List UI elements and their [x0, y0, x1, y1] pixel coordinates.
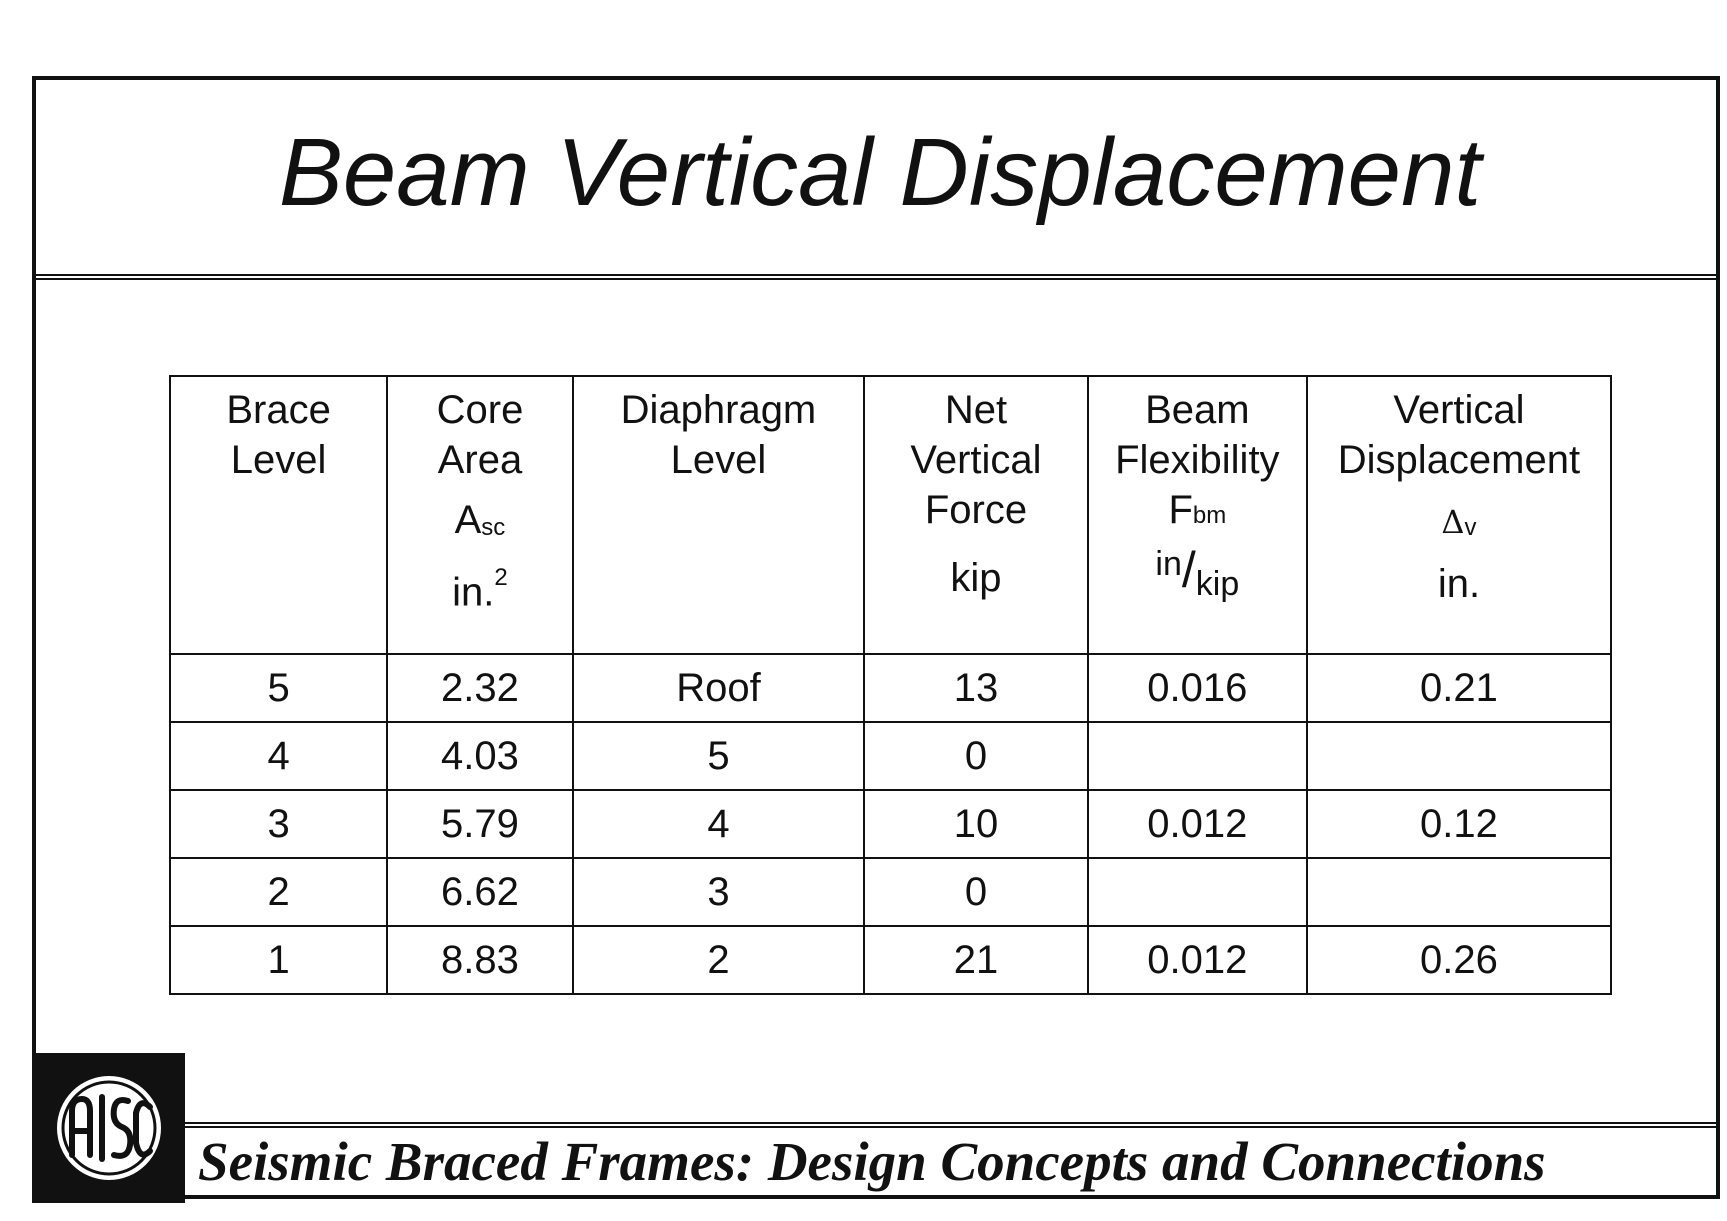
table-row	[170, 790, 1611, 858]
unit-slash: /	[1181, 542, 1196, 598]
header-vertical-displacement	[1307, 376, 1611, 654]
unit-numerator: in	[1155, 545, 1182, 583]
symbol-subscript: v	[1464, 514, 1477, 541]
header-symbol	[1308, 495, 1610, 551]
cell-net-vertical-force: 0	[864, 722, 1088, 790]
header-symbol	[1089, 485, 1306, 541]
table-row	[170, 722, 1611, 790]
symbol-main: A	[454, 498, 482, 542]
cell-diaphragm-level: 4	[573, 790, 865, 858]
aisc-logo	[32, 1053, 185, 1203]
header-text: Level	[670, 438, 767, 482]
cell-beam-flexibility: 0.012	[1088, 790, 1307, 858]
header-text: Diaphragm	[620, 388, 817, 432]
beam-displacement-table	[169, 375, 1612, 995]
cell-brace-level: 2	[170, 858, 387, 926]
unit-denominator: kip	[1195, 565, 1240, 603]
unit-superscript: 2	[494, 564, 508, 591]
header-text: Vertical	[910, 438, 1042, 482]
cell-brace-level: 4	[170, 722, 387, 790]
cell-net-vertical-force: 13	[864, 654, 1088, 722]
header-core-area	[387, 376, 572, 654]
cell-core-area: 8.83	[387, 926, 572, 994]
header-text: Displacement	[1337, 438, 1581, 482]
cell-vertical-displacement	[1307, 722, 1611, 790]
cell-vertical-displacement: 0.21	[1307, 654, 1611, 722]
cell-core-area: 4.03	[387, 722, 572, 790]
header-text: Area	[437, 438, 523, 482]
cell-beam-flexibility	[1088, 722, 1307, 790]
cell-brace-level: 3	[170, 790, 387, 858]
slide-title: Beam Vertical Displacement	[278, 119, 1482, 226]
header-text: Force	[924, 488, 1028, 532]
symbol-main: F	[1168, 488, 1193, 532]
cell-diaphragm-level: 5	[573, 722, 865, 790]
header-unit: in.	[1437, 562, 1481, 606]
header-brace-level	[170, 376, 387, 654]
title-divider	[34, 274, 1718, 280]
header-unit	[1089, 542, 1306, 603]
cell-diaphragm-level: Roof	[573, 654, 865, 722]
table-row	[170, 858, 1611, 926]
cell-net-vertical-force: 10	[864, 790, 1088, 858]
header-diaphragm-level	[573, 376, 865, 654]
cell-beam-flexibility: 0.012	[1088, 926, 1307, 994]
table-row	[170, 654, 1611, 722]
header-text: Core	[436, 388, 524, 432]
footer-divider	[183, 1122, 1718, 1128]
cell-beam-flexibility: 0.016	[1088, 654, 1307, 722]
header-beam-flexibility	[1088, 376, 1307, 654]
cell-brace-level: 1	[170, 926, 387, 994]
cell-net-vertical-force: 21	[864, 926, 1088, 994]
cell-vertical-displacement: 0.12	[1307, 790, 1611, 858]
aisc-logo-icon	[54, 1073, 164, 1183]
cell-vertical-displacement: 0.26	[1307, 926, 1611, 994]
header-unit	[388, 559, 571, 617]
cell-brace-level: 5	[170, 654, 387, 722]
header-text: Level	[230, 438, 327, 482]
header-text: Vertical	[1393, 388, 1525, 432]
unit-main: in.	[452, 570, 495, 615]
cell-core-area: 5.79	[387, 790, 572, 858]
symbol-main: Δ	[1441, 503, 1465, 541]
cell-diaphragm-level: 2	[573, 926, 865, 994]
header-text: Net	[944, 388, 1008, 432]
cell-beam-flexibility	[1088, 858, 1307, 926]
table-row	[170, 926, 1611, 994]
header-net-vertical-force	[864, 376, 1088, 654]
cell-core-area: 2.32	[387, 654, 572, 722]
cell-diaphragm-level: 3	[573, 858, 865, 926]
header-unit: kip	[950, 556, 1002, 600]
footer-title: Seismic Braced Frames: Design Concepts and Connections	[198, 1131, 1546, 1192]
cell-net-vertical-force: 0	[864, 858, 1088, 926]
header-text: Brace	[226, 388, 331, 432]
symbol-subscript: sc	[481, 514, 506, 541]
cell-core-area: 6.62	[387, 858, 572, 926]
header-text: Beam	[1145, 388, 1250, 432]
header-text: Flexibility	[1115, 438, 1280, 482]
symbol-subscript: bm	[1192, 502, 1227, 529]
cell-vertical-displacement	[1307, 858, 1611, 926]
header-symbol	[388, 495, 571, 551]
table-header-row	[170, 376, 1611, 654]
